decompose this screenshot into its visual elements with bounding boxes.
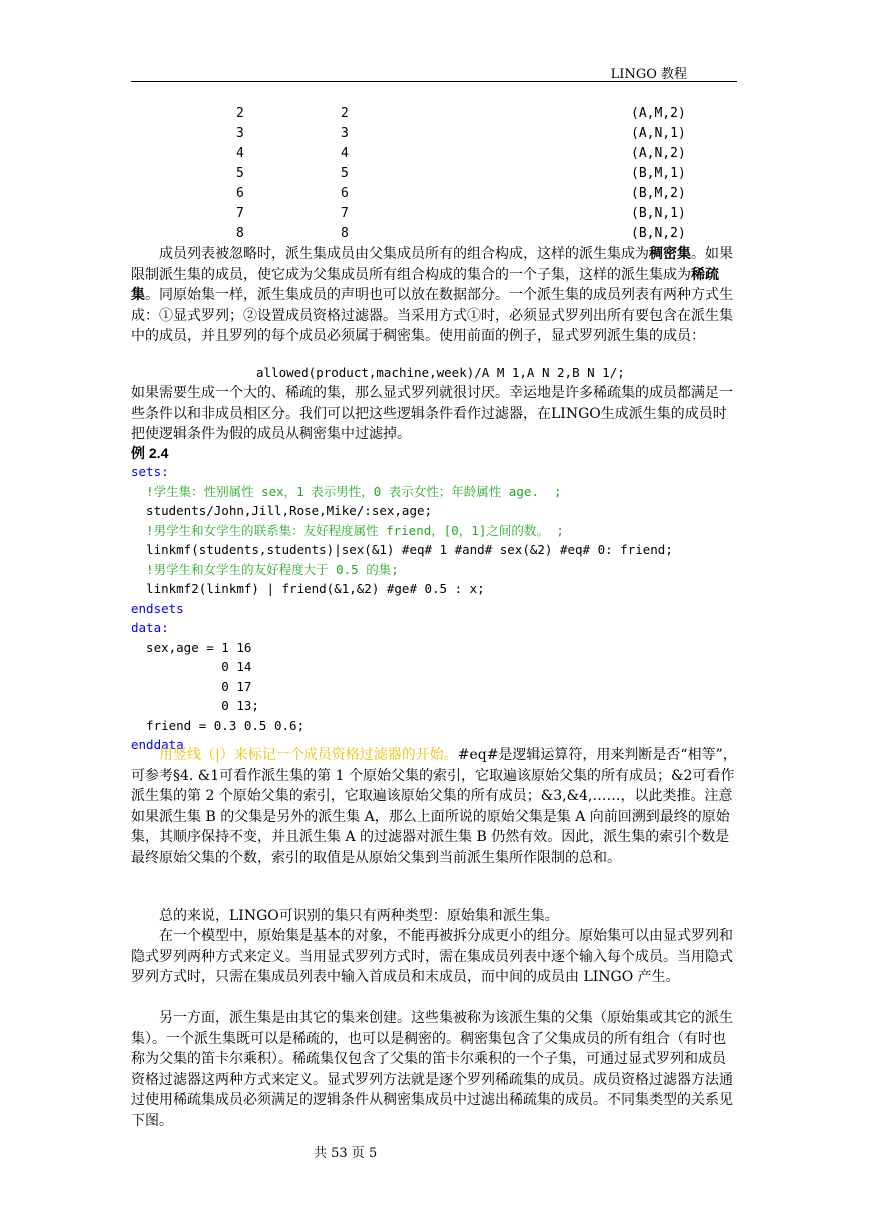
paragraph-filter-intro: 如果需要生成一个大的、稀疏的集，那么显式罗列就很讨厌。幸运地是许多稀疏集的成员都满足一些条件以和非成员相区分。我们可以把这些逻辑条件看作过滤器，在LINGO生成派生集的成员时把使逻辑条件为假的成员从稠密集中过滤掉。 [131,385,733,443]
page-footer: 共 53 页 5 [314,1146,378,1161]
table-cell: (A,N,1) [631,126,686,141]
table-cell: (B,M,1) [631,166,686,181]
table-cell: 5 [236,166,244,181]
table-cell: 5 [341,166,349,181]
table-cell: (B,N,2) [631,226,686,241]
code-line: sets: [131,464,169,479]
text: 。如果限制派生集的成员，使它成为父集成员所有组合构成的集合的一个子集，这样的派生集成为 [131,246,733,283]
table-row [131,144,686,164]
table-cell: 7 [341,206,349,221]
code-line: linkmf(students,students)|sex(&1) #eq# 1 #and# sex(&2) #eq# 0: friend; [131,542,673,557]
table-cell: 3 [236,126,244,141]
highlighted-text: 用竖线（|）来标记一个成员资格过滤器的开始。 [159,747,458,763]
table-cell: 7 [236,206,244,221]
table-cell: 8 [236,226,244,241]
paragraph-summary: 总的来说，LINGO可识别的集只有两种类型：原始集和派生集。 [159,908,559,924]
table-row [131,204,686,224]
table-cell: (B,M,2) [631,186,686,201]
term-dense-set: 稠密集 [649,246,691,262]
text: #eq#是逻辑运算符，用来判断是否“相等”，可参考§4. &1可看作派生集的第 1 个原始父集的索引，它取遍该原始父集的所有成员；&2可看作派生集的第 2 个原始父集的索引，它取遍该原始父集的所有成员；&3,&4,……，以此类推。注意如果派生集 B 的父集是另外的派生集 A，那么上面所说的原始父集是集 A 向前回溯到最终的原始集，其顺序保持不变，并且派生集 A 的过滤器对派生集 B 仍然有效。因此，派生集的索引个数是最终原始父集的个数，索引的取值是从原始父集到当前派生集所作限制的总和。 [131,747,737,866]
allowed-code-line: allowed(product,machine,week)/A M 1,A N 2,B N 1/; [256,365,625,380]
code-line: 0 17 [131,678,252,694]
table-cell: 6 [236,186,244,201]
code-line: linkmf2(linkmf) | friend(&1,&2) #ge# 0.5 : x; [131,581,485,596]
code-line: 0 14 [131,659,252,674]
table-cell: (A,M,2) [631,106,686,121]
code-comment: !学生集：性别属性 sex，1 表示男性，0 表示女性；年龄属性 age. ; [131,483,562,499]
code-block [131,462,737,755]
code-line: friend = 0.3 0.5 0.6; [131,717,305,733]
table-cell: 4 [236,146,244,161]
member-table [131,104,686,244]
table-cell: 6 [341,186,349,201]
code-line: sex,age = 1 16 [131,639,252,655]
table-row [131,224,686,244]
text: 。同原始集一样，派生集成员的声明也可以放在数据部分。一个派生集的成员列表有两种方式生成：①显式罗列；②设置成员资格过滤器。当采用方式①时，必须显式罗列出所有要包含在派生集中的成员，并且罗列的每个成员必须属于稠密集。使用前面的例子，显式罗列派生集的成员： [131,287,733,345]
text: 成员列表被忽略时，派生集成员由父集成员所有的组合构成，这样的派生集成为 [159,246,649,262]
code-line: enddata [131,737,184,752]
table-row [131,184,686,204]
example-title: 例 2.4 [131,445,169,461]
table-cell: 8 [341,226,349,241]
header-title: LINGO 教程 [610,67,687,82]
code-line: endsets [131,600,184,616]
paragraph-derived-set: 另一方面，派生集是由其它的集来创建。这些集被称为该派生集的父集（原始集或其它的派生集）。一个派生集既可以是稀疏的，也可以是稠密的。稠密集包含了父集成员的所有组合（有时也称为父集的笛卡尔乘积）。稀疏集仅包含了父集的笛卡尔乘积的一个子集，可通过显式罗列和成员资格过滤器这两种方式来定义。显式罗列方法就是逐个罗列稀疏集的成员。成员资格过滤器方法通过使用稀疏集成员必须满足的逻辑条件从稠密集成员中过滤出稀疏集的成员。不同集类型的关系见下图。 [131,1010,733,1129]
paragraph-dense-sparse [131,244,737,347]
table-cell: (A,N,2) [631,146,686,161]
code-comment: !男学生和女学生的联系集：友好程度属性 friend，[0，1]之间的数。 ; [131,522,564,538]
table-row [131,164,686,184]
table-cell: 2 [236,106,244,121]
term-sparse-set: 稀疏集 [131,266,719,304]
table-cell: (B,N,1) [631,206,686,221]
code-line: 0 13; [131,698,259,713]
paragraph-filter-explanation [131,745,737,869]
table-cell: 2 [341,106,349,121]
table-row [131,104,686,124]
page-header [131,63,737,82]
table-row [131,124,686,144]
code-line: students/John,Jill,Rose,Mike/:sex,age; [131,503,433,518]
paragraph-primitive-set: 在一个模型中，原始集是基本的对象，不能再被拆分成更小的组分。原始集可以由显式罗列和隐式罗列两种方式来定义。当用显式罗列方式时，需在集成员列表中逐个输入每个成员。当用隐式罗列方式时，只需在集成员列表中输入首成员和末成员，而中间的成员由 LINGO 产生。 [131,928,733,986]
table-cell: 3 [341,126,349,141]
code-comment: !男学生和女学生的友好程度大于 0.5 的集; [131,561,399,577]
code-line: data: [131,620,169,635]
table-cell: 4 [341,146,349,161]
